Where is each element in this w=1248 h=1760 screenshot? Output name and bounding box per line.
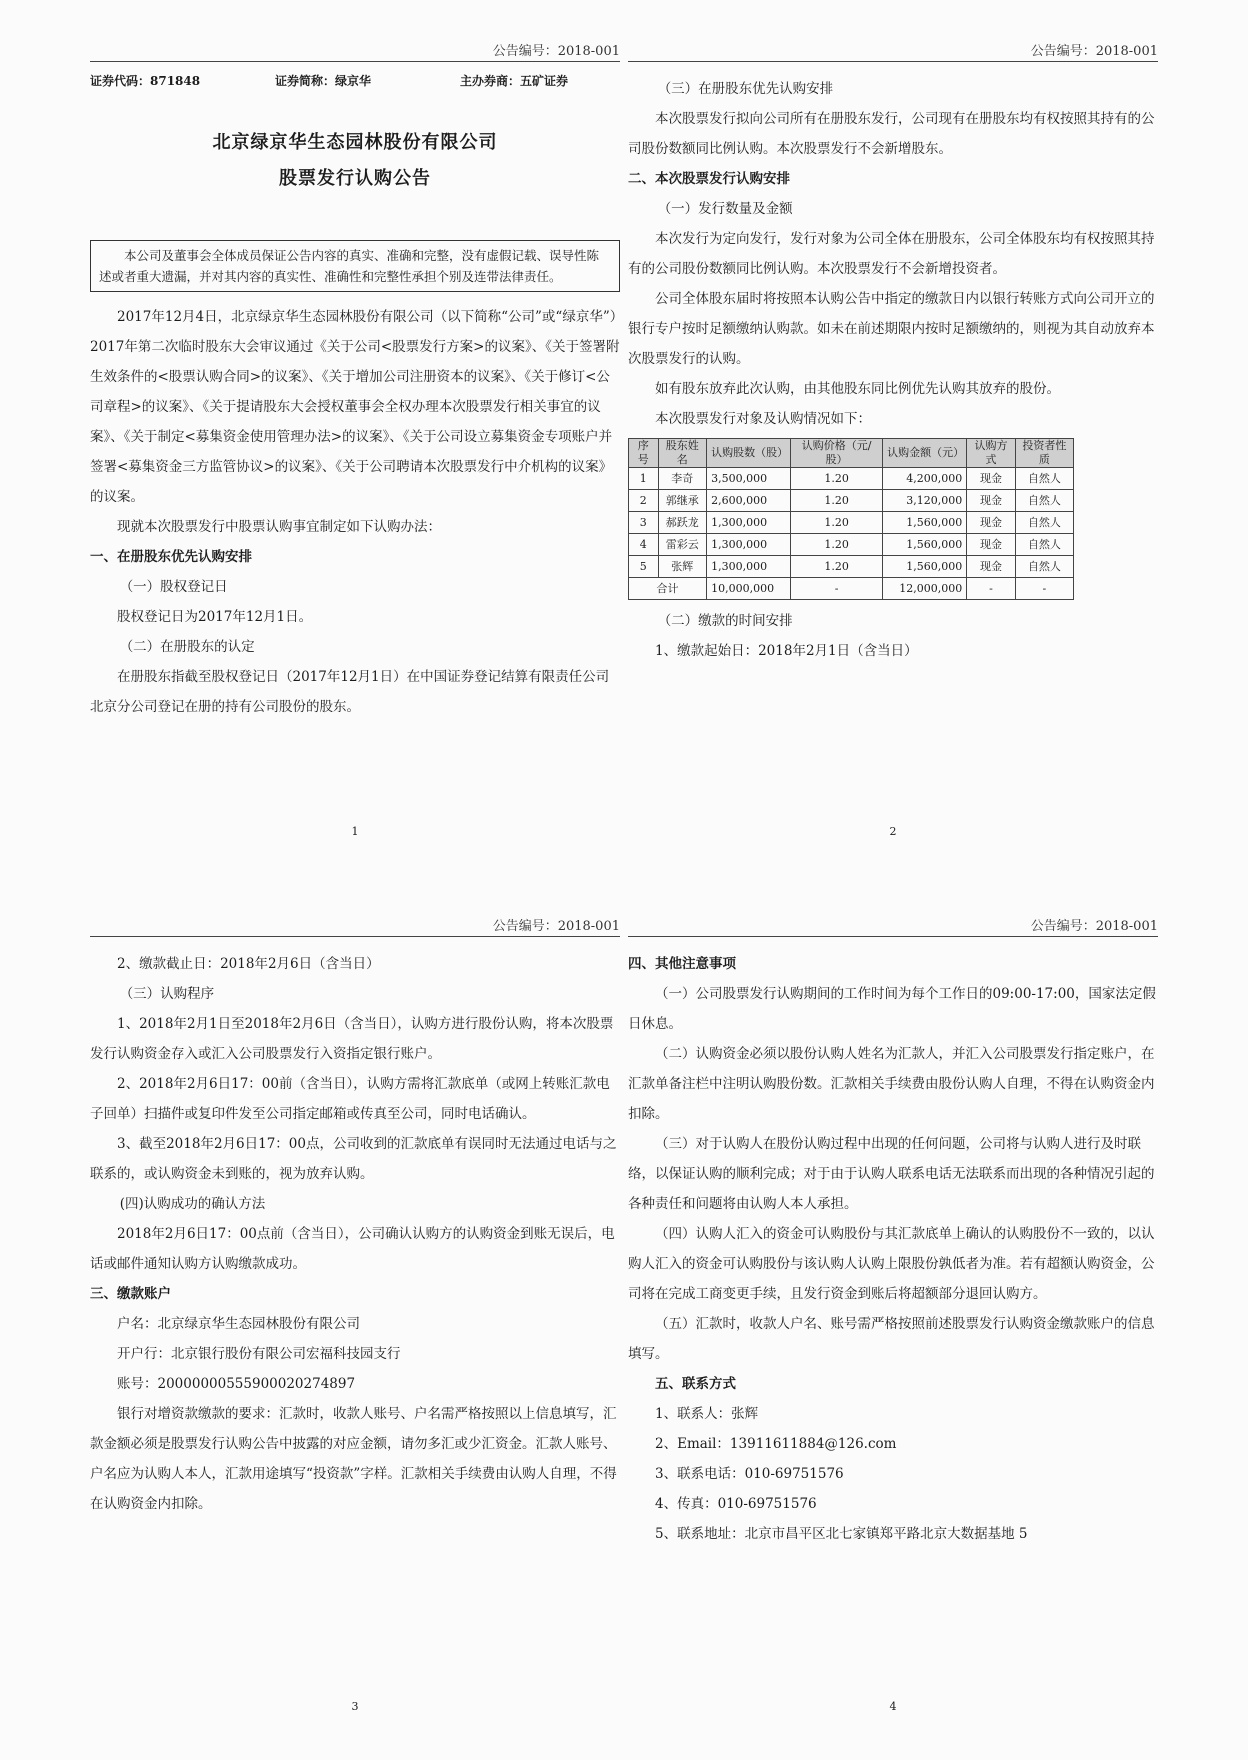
table-cell: - bbox=[1015, 578, 1073, 600]
table-total-row bbox=[629, 578, 1074, 600]
header-cell: 认购价格（元/股） bbox=[791, 439, 883, 468]
table-cell: 自然人 bbox=[1015, 534, 1073, 556]
subsection-heading: (四)认购成功的确认方法 bbox=[119, 1196, 266, 1212]
subscription-table bbox=[628, 438, 1074, 600]
paragraph: 2、2018年2月6日17：00前（含当日），认购方需将汇款底单（或网上转账汇款电子回单）扫描件或复印件发至公司指定邮箱或传真至公司，同时电话确认。 bbox=[90, 1076, 610, 1122]
subsection-heading: （二）缴款的时间安排 bbox=[657, 613, 793, 629]
header-cell: 股东姓名 bbox=[658, 439, 707, 468]
table-cell: 1 bbox=[629, 468, 659, 490]
header-cell: 序号 bbox=[629, 439, 659, 468]
table-cell: 3,120,000 bbox=[883, 490, 967, 512]
table-cell: 1,300,000 bbox=[707, 534, 791, 556]
table-cell: 3,500,000 bbox=[707, 468, 791, 490]
section-heading: 五、联系方式 bbox=[655, 1376, 736, 1392]
table-cell: 自然人 bbox=[1015, 512, 1073, 534]
paragraph: 股权登记日为2017年12月1日。 bbox=[117, 609, 313, 625]
header-cell: 认购方式 bbox=[967, 439, 1016, 468]
header-rule bbox=[90, 61, 620, 62]
table-cell: 1,300,000 bbox=[707, 556, 791, 578]
table-cell: 2,600,000 bbox=[707, 490, 791, 512]
page-1 bbox=[90, 40, 620, 840]
table-cell: 张辉 bbox=[658, 556, 707, 578]
table-cell: 12,000,000 bbox=[883, 578, 967, 600]
intro-paragraph: 2017年12月4日，北京绿京华生态园林股份有限公司（以下简称“公司”或“绿京华”）2017年第二次临时股东大会审议通过《关于公司<股票发行方案>的议案》、《关于签署附生效条件的<股票认购合同>的议案》、《关于增加公司注册资本的议案》、《关于修订<公司章程>的议案》、《关于提请股东大会授权董事会全权办理本次股票发行相关事宜的议案》、《关于制定<募集资金使用管理办法>的议案》、《关于公司设立募集资金专项账户并签署<募集资金三方监管协议>的议案》、《关于公司聘请本次股票发行中介机构的议案》的议案。 bbox=[90, 309, 620, 505]
table-cell: 2 bbox=[629, 490, 659, 512]
paragraph: 2018年2月6日17：00点前（含当日），公司确认认购方的认购资金到账无误后，电话或邮件通知认购方认购缴款成功。 bbox=[90, 1226, 615, 1272]
table-cell: 郝跃龙 bbox=[658, 512, 707, 534]
table-cell: 4 bbox=[629, 534, 659, 556]
table-cell: 自然人 bbox=[1015, 468, 1073, 490]
table-cell: 1.20 bbox=[791, 534, 883, 556]
table-row bbox=[629, 490, 1074, 512]
paragraph: 本次发行为定向发行，发行对象为公司全体在册股东，公司全体股东均有权按照其持有的公司股份数额同比例认购。本次股票发行不会新增投资者。 bbox=[628, 231, 1155, 277]
table-cell: 1,560,000 bbox=[883, 556, 967, 578]
page-4 bbox=[628, 915, 1158, 1715]
header-rule bbox=[628, 61, 1158, 62]
paragraph: （四）认购人汇入的资金可认购股份与其汇款底单上确认的认购股份不一致的，以认购人汇入的资金可认购股份与该认购人认购上限股份孰低者为准。若有超额认购资金，公司将在完成工商变更手续，且发行资金到账后将超额部分退回认购方。 bbox=[628, 1226, 1155, 1302]
announcement-number: 公告编号：2018-001 bbox=[492, 919, 620, 934]
sponsor-broker: 主办券商：五矿证券 bbox=[460, 74, 569, 88]
page-4-body bbox=[628, 949, 1158, 1549]
paragraph: （五）汇款时，收款人户名、账号需严格按照前述股票发行认购资金缴款账户的信息填写。 bbox=[628, 1316, 1155, 1362]
announcement-number: 公告编号：2018-001 bbox=[1030, 44, 1158, 59]
page-3-body bbox=[90, 949, 620, 1519]
table-cell: 现金 bbox=[967, 468, 1016, 490]
table-cell: 1.20 bbox=[791, 556, 883, 578]
header-rule bbox=[90, 936, 620, 937]
header-cell: 认购股数（股） bbox=[707, 439, 791, 468]
paragraph: 在册股东指截至股权登记日（2017年12月1日）在中国证券登记结算有限责任公司北京分公司登记在册的持有公司股份的股东。 bbox=[90, 669, 610, 715]
section-heading: 一、在册股东优先认购安排 bbox=[90, 549, 252, 565]
contact-address: 5、联系地址：北京市昌平区北七家镇郑平路北京大数据基地 5 bbox=[655, 1526, 1028, 1542]
account-number: 账号：20000000555900020274897 bbox=[117, 1376, 356, 1392]
security-abbr: 证券简称：绿京华 bbox=[275, 74, 372, 88]
table-cell: 自然人 bbox=[1015, 490, 1073, 512]
announcement-number: 公告编号：2018-001 bbox=[492, 44, 620, 59]
document-title: 股票发行认购公告 bbox=[279, 168, 431, 189]
subsection-heading: （一）股权登记日 bbox=[119, 579, 228, 595]
header-cell: 投资者性质 bbox=[1015, 439, 1073, 468]
table-cell: 1.20 bbox=[791, 490, 883, 512]
subsection-heading: （三）认购程序 bbox=[119, 986, 215, 1002]
subsection-heading: （一）发行数量及金额 bbox=[657, 201, 793, 217]
page-number: 4 bbox=[889, 1700, 897, 1713]
paragraph: （一）公司股票发行认购期间的工作时间为每个工作日的09:00-17:00，国家法定假日休息。 bbox=[628, 986, 1156, 1032]
page-1-body bbox=[90, 302, 620, 722]
intro-paragraph-2: 现就本次股票发行中股票认购事宜制定如下认购办法： bbox=[117, 519, 441, 535]
paragraph: （二）认购资金必须以股份认购人姓名为汇款人，并汇入公司股票发行指定账户，在汇款单备注栏中注明认购股份数。汇款相关手续费由股份认购人自理，不得在认购资金内扣除。 bbox=[628, 1046, 1155, 1122]
paragraph: 1、缴款起始日：2018年2月1日（含当日） bbox=[655, 643, 918, 659]
page-2 bbox=[628, 40, 1158, 840]
table-cell: 10,000,000 bbox=[707, 578, 791, 600]
table-cell: 1.20 bbox=[791, 512, 883, 534]
table-row bbox=[629, 556, 1074, 578]
contact-phone: 3、联系电话：010-69751576 bbox=[655, 1466, 844, 1482]
contact-fax: 4、传真：010-69751576 bbox=[655, 1496, 817, 1512]
header-cell: 认购金额（元） bbox=[883, 439, 967, 468]
page-2-body bbox=[628, 74, 1158, 666]
section-heading: 二、本次股票发行认购安排 bbox=[628, 171, 790, 187]
paragraph: 1、2018年2月1日至2018年2月6日（含当日），认购方进行股份认购，将本次股票发行认购资金存入或汇入公司股票发行入资指定银行账户。 bbox=[90, 1016, 614, 1062]
table-cell: 4,200,000 bbox=[883, 468, 967, 490]
page-number: 3 bbox=[351, 1700, 359, 1713]
paragraph: 本次股票发行拟向公司所有在册股东发行，公司现有在册股东均有权按照其持有的公司股份数额同比例认购。本次股票发行不会新增股东。 bbox=[628, 111, 1155, 157]
subsection-heading: （三）在册股东优先认购安排 bbox=[657, 81, 834, 97]
table-cell: 雷彩云 bbox=[658, 534, 707, 556]
security-code: 证券代码：871848 bbox=[90, 74, 201, 88]
table-cell: 5 bbox=[629, 556, 659, 578]
paragraph: 银行对增资款缴款的要求：汇款时，收款人账号、户名需严格按照以上信息填写，汇款金额必须是股票发行认购公告中披露的对应金额，请勿多汇或少汇资金。汇款人账号、户名应为认购人本人，汇款用途填写“投资款”字样。汇款相关手续费由认购人自理，不得在认购资金内扣除。 bbox=[90, 1406, 617, 1512]
table-cell: 1,560,000 bbox=[883, 534, 967, 556]
table-intro: 本次股票发行对象及认购情况如下： bbox=[655, 411, 871, 427]
table-cell: 1,300,000 bbox=[707, 512, 791, 534]
table-cell: 1.20 bbox=[791, 468, 883, 490]
subsection-heading: （二）在册股东的认定 bbox=[119, 639, 255, 655]
table-cell: 李奇 bbox=[658, 468, 707, 490]
table-header-row bbox=[629, 439, 1074, 468]
paragraph: 公司全体股东届时将按照本认购公告中指定的缴款日内以银行转账方式向公司开立的银行专户按时足额缴纳认购款。如未在前述期限内按时足额缴纳的，则视为其自动放弃本次股票发行的认购。 bbox=[628, 291, 1155, 367]
board-declaration-box: 本公司及董事会全体成员保证公告内容的真实、准确和完整，没有虚假记载、误导性陈述或者重大遗漏，并对其内容的真实性、准确性和完整性承担个别及连带法律责任。 bbox=[90, 240, 620, 292]
paragraph: 如有股东放弃此次认购，由其他股东同比例优先认购其放弃的股份。 bbox=[655, 381, 1060, 397]
section-heading: 四、其他注意事项 bbox=[628, 956, 736, 972]
account-bank: 开户行：北京银行股份有限公司宏福科技园支行 bbox=[117, 1346, 401, 1362]
paragraph: （三）对于认购人在股份认购过程中出现的任何问题，公司将与认购人进行及时联络，以保证认购的顺利完成；对于由于认购人联系电话无法联系而出现的各种情况引起的各种责任和问题将由认购人本人承担。 bbox=[628, 1136, 1155, 1212]
paragraph: 3、截至2018年2月6日17：00点，公司收到的汇款底单有误同时无法通过电话与之联系的，或认购资金未到账的，视为放弃认购。 bbox=[90, 1136, 617, 1182]
table-row bbox=[629, 512, 1074, 534]
table-cell: 现金 bbox=[967, 534, 1016, 556]
page-number: 1 bbox=[351, 825, 359, 838]
announcement-number: 公告编号：2018-001 bbox=[1030, 919, 1158, 934]
table-row bbox=[629, 468, 1074, 490]
table-cell: 合计 bbox=[629, 578, 707, 600]
table-cell: 现金 bbox=[967, 490, 1016, 512]
table-cell: 3 bbox=[629, 512, 659, 534]
table-cell: 现金 bbox=[967, 556, 1016, 578]
table-cell: 1,560,000 bbox=[883, 512, 967, 534]
contact-person: 1、联系人：张辉 bbox=[655, 1406, 759, 1422]
table-row bbox=[629, 534, 1074, 556]
paragraph: 2、缴款截止日：2018年2月6日（含当日） bbox=[117, 956, 380, 972]
account-name: 户名：北京绿京华生态园林股份有限公司 bbox=[117, 1316, 360, 1332]
page-number: 2 bbox=[889, 825, 897, 838]
table-cell: 现金 bbox=[967, 512, 1016, 534]
header-rule bbox=[628, 936, 1158, 937]
page-3 bbox=[90, 915, 620, 1715]
company-title: 北京绿京华生态园林股份有限公司 bbox=[212, 132, 498, 153]
table-cell: 自然人 bbox=[1015, 556, 1073, 578]
contact-email: 2、Email：13911611884@126.com bbox=[655, 1436, 897, 1452]
section-heading: 三、缴款账户 bbox=[90, 1286, 171, 1302]
table-cell: - bbox=[967, 578, 1016, 600]
table-cell: - bbox=[791, 578, 883, 600]
table-cell: 郭继承 bbox=[658, 490, 707, 512]
